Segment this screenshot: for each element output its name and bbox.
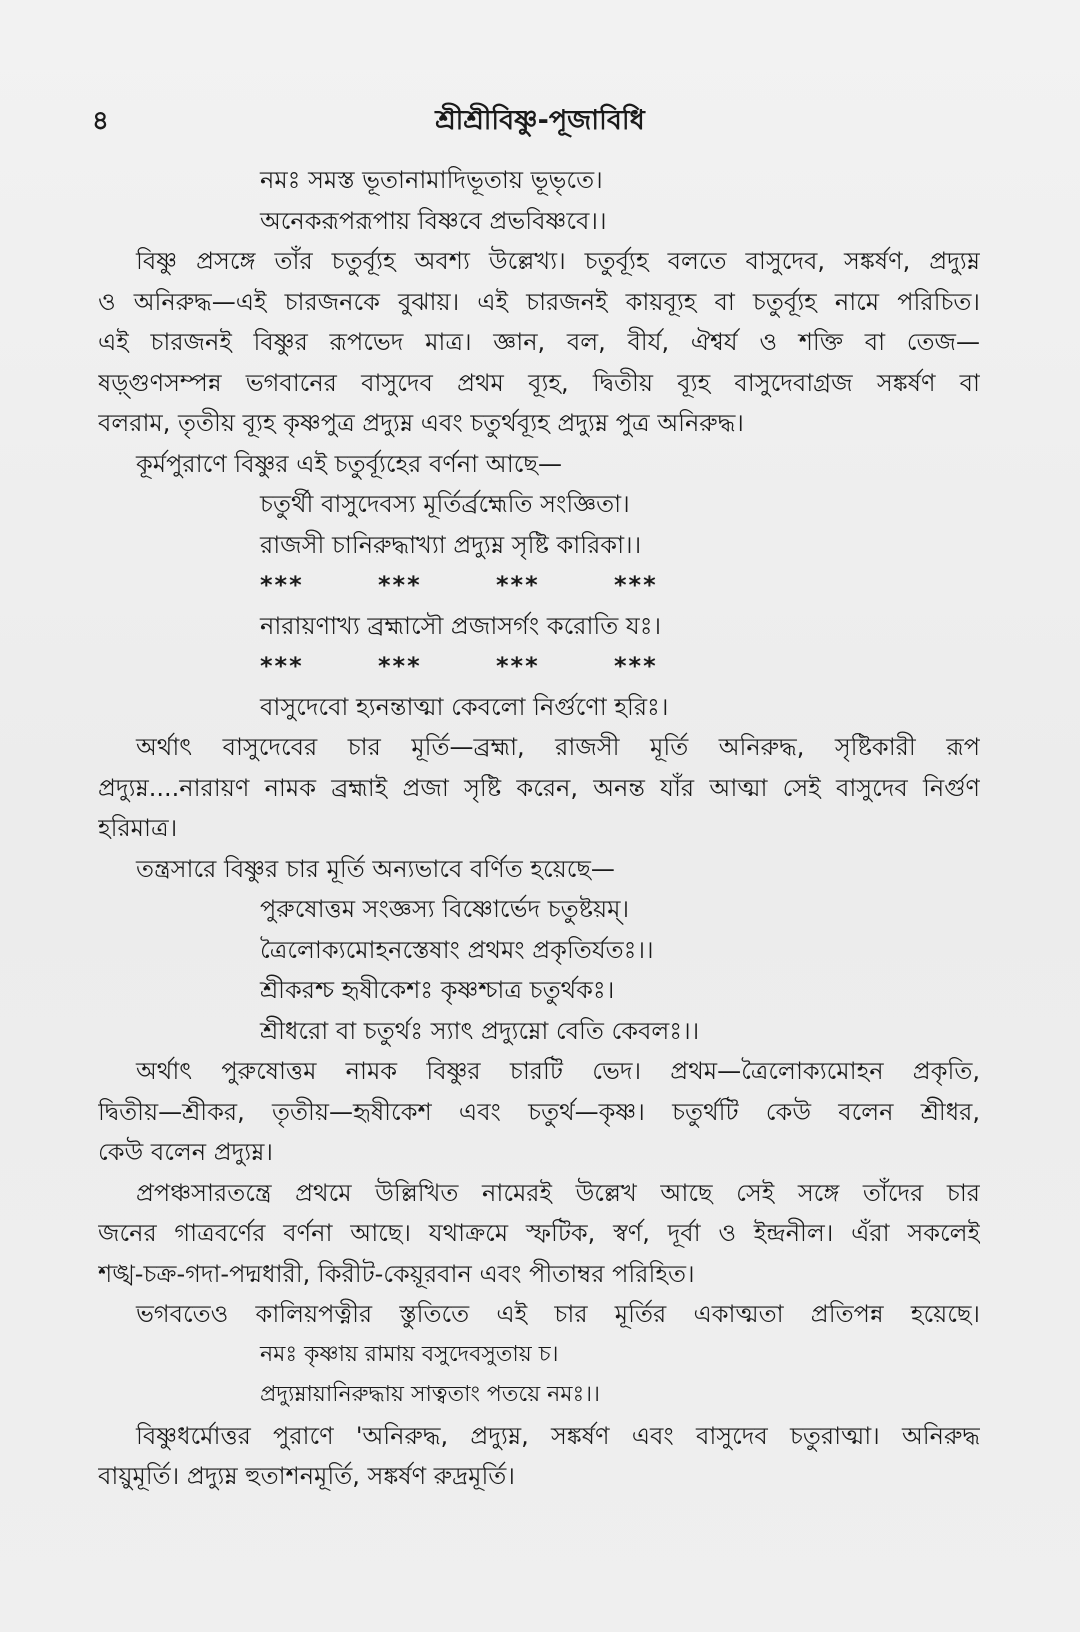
paragraph-last-line: বলরাম, তৃতীয় ব্যূহ কৃষ্ণপুত্র প্রদ্যুম্ন এবং চতুর্থব্যূহ প্রদ্যুম্ন পুত্র অনিরুদ্ধ। [98, 409, 744, 437]
verse-line: চতুর্থী বাসুদেবস্য মূর্তির্ব্রহ্মেতি সংজ্ঞিতা। [260, 490, 630, 518]
verse-line: নমঃ সমস্ত ভূতানামাদিভূতায় ভূভৃতে। [260, 166, 603, 194]
paragraph-first-line: ভগবতেও কালিয়পত্নীর স্তুতিতে এই চার মূর্তির একাত্মতা প্রতিপন্ন হয়েছে। [136, 1300, 980, 1328]
paragraph-first-line: অর্থাৎ পুরুষোত্তম নামক বিষ্ণুর চারটি ভেদ। প্রথম—ত্রৈলোক্যমোহন প্রকৃতি, [136, 1057, 980, 1085]
separator-stars: *** [260, 571, 304, 599]
verse-line: অনেকরূপরূপায় বিষ্ণবে প্রভবিষ্ণবে।। [260, 206, 607, 235]
paragraph-line: ষড়্গুণসম্পন্ন ভগবানের বাসুদেব প্রথম ব্যূহ, দ্বিতীয় ব্যূহ বাসুদেবাগ্রজ সঙ্কর্ষণ বা [98, 368, 980, 397]
paragraph-first-line: প্রপঞ্চসারতন্ত্রে প্রথমে উল্লিখিত নামেরই উল্লেখ আছে সেই সঙ্গে তাঁদের চার [136, 1178, 980, 1207]
verse-line: পুরুষোত্তম সংজ্ঞস্য বিষ্ণোর্ভেদ চতুষ্টয়ম্। [260, 895, 630, 923]
separator-stars: *** [496, 652, 540, 680]
paragraph-single-line: তন্ত্রসারে বিষ্ণুর চার মূর্তি অন্যভাবে বর্ণিত হয়েছে— [136, 854, 615, 883]
verse-line: নমঃ কৃষ্ণায় রামায় বসুদেবসুতায় চ। [260, 1341, 559, 1367]
page-header [0, 100, 1080, 144]
paragraph-line: প্রদ্যুম্ন....নারায়ণ নামক ব্রহ্মাই প্রজা সৃষ্টি করেন, অনন্ত যাঁর আত্মা সেই বাসুদেব নির্গুণ [98, 773, 980, 802]
separator-stars: *** [614, 652, 658, 680]
paragraph-single-line: কূর্মপুরাণে বিষ্ণুর এই চতুর্ব্যূহের বর্ণনা আছে— [136, 449, 562, 478]
paragraph-line: এই চারজনই বিষ্ণুর রূপভেদ মাত্র। জ্ঞান, বল, বীর্য, ঐশ্বর্য ও শক্তি বা তেজ— [98, 328, 980, 356]
separator-stars: *** [260, 652, 304, 680]
page-number: ৪ [92, 106, 109, 136]
paragraph-last-line: বায়ুমূর্তি। প্রদ্যুম্ন হুতাশনমূর্তি, সঙ্কর্ষণ রুদ্রমূর্তি। [98, 1462, 515, 1490]
paragraph-first-line: বিষ্ণু প্রসঙ্গে তাঁর চতুর্ব্যূহ অবশ্য উল্লেখ্য। চতুর্ব্যূহ বলতে বাসুদেব, সঙ্কর্ষণ, প্রদ্যুম্ন [136, 247, 980, 275]
verse-line: বাসুদেবো হ্যনন্তাত্মা কেবলো নির্গুণো হরিঃ। [260, 692, 669, 721]
running-title: শ্রীশ্রীবিষ্ণু-পূজাবিধি [435, 105, 645, 136]
verse-line: প্রদ্যুম্নায়ানিরুদ্ধায় সাত্বতাং পতয়ে নমঃ।। [260, 1382, 600, 1407]
paragraph-last-line: কেউ বলেন প্রদ্যুম্ন। [98, 1138, 274, 1166]
separator-stars: *** [378, 652, 422, 680]
paragraph-line: দ্বিতীয়—শ্রীকর, তৃতীয়—হৃষীকেশ এবং চতুর্থ—কৃষ্ণ। চতুর্থটি কেউ বলেন শ্রীধর, [98, 1097, 980, 1126]
verse-separator [98, 646, 980, 687]
paragraph-first-line: বিষ্ণুধর্মোত্তর পুরাণে 'অনিরুদ্ধ, প্রদ্যুম্ন, সঙ্কর্ষণ এবং বাসুদেব চতুরাত্মা। অনিরুদ্ধ [136, 1421, 980, 1450]
separator-stars: *** [496, 571, 540, 599]
verse-line: শ্রীধরো বা চতুর্থঃ স্যাৎ প্রদ্যুম্নো বেতি কেবলঃ।। [260, 1016, 700, 1045]
paragraph-line: ও অনিরুদ্ধ—এই চারজনকে বুঝায়। এই চারজনই কায়ব্যূহ বা চতুর্ব্যূহ নামে পরিচিত। [98, 287, 980, 316]
verse-line: ত্রৈলোক্যমোহনস্তেষাং প্রথমং প্রকৃতির্যতঃ।। [260, 935, 654, 964]
verse-line: নারায়ণাখ্য ব্রহ্মাসৌ প্রজাসর্গং করোতি যঃ। [260, 611, 662, 640]
verse-separator [98, 565, 980, 606]
separator-stars: *** [378, 571, 422, 599]
paragraph-first-line: অর্থাৎ বাসুদেবের চার মূর্তি—ব্রহ্মা, রাজসী মূর্তি অনিরুদ্ধ, সৃষ্টিকারী রূপ [136, 733, 980, 761]
paragraph-line: জনের গাত্রবর্ণের বর্ণনা আছে। যথাক্রমে স্ফটিক, স্বর্ণ, দূর্বা ও ইন্দ্রনীল। এঁরা সকলেই [98, 1219, 980, 1247]
paragraph-last-line: শঙ্খ-চক্র-গদা-পদ্মধারী, কিরীট-কেয়ূরবান এবং পীতাম্বর পরিহিত। [98, 1259, 695, 1288]
verse-line: শ্রীকরশ্চ হৃষীকেশঃ কৃষ্ণশ্চাত্র চতুর্থকঃ। [260, 976, 615, 1004]
body-text [98, 160, 980, 1497]
separator-stars: *** [614, 571, 658, 599]
paragraph-last-line: হরিমাত্র। [98, 814, 178, 842]
verse-line: রাজসী চানিরুদ্ধাখ্যা প্রদ্যুম্ন সৃষ্টি কারিকা।। [260, 530, 642, 559]
